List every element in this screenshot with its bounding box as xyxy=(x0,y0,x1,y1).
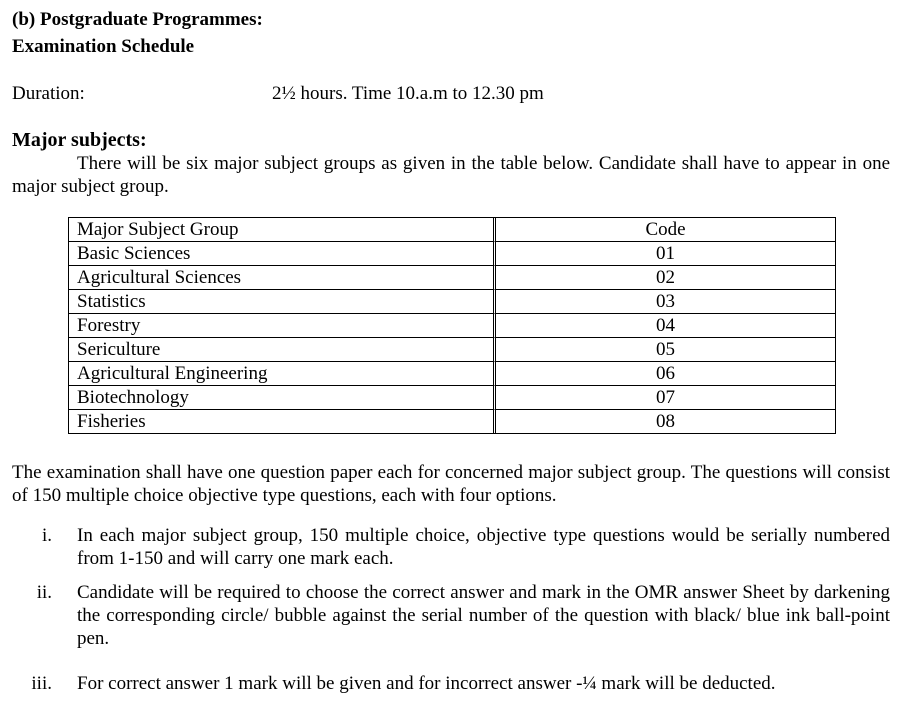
major-subjects-intro: There will be six major subject groups as given in the table below. Candidate shall have to appear in one major subject group. xyxy=(12,153,890,197)
subject-group-cell: Biotechnology xyxy=(69,385,496,409)
subject-group-cell: Agricultural Sciences xyxy=(69,265,496,289)
subject-group-cell: Basic Sciences xyxy=(69,241,496,265)
table-row xyxy=(69,241,835,265)
table-row xyxy=(69,289,835,313)
rule-text: In each major subject group, 150 multiple choice, objective type questions would be serially numbered from 1-150 and will carry one mark each. xyxy=(77,525,890,569)
duration-value: 2½ hours. Time 10.a.m to 12.30 pm xyxy=(272,83,544,104)
table-row xyxy=(69,385,835,409)
exam-paragraph: The examination shall have one question paper each for concerned major subject group. The questions will consist of 150 multiple choice objective type questions, each with four options. xyxy=(12,462,890,506)
subject-code-cell: 05 xyxy=(496,337,835,361)
section-title: (b) Postgraduate Programmes: xyxy=(12,9,263,30)
rule-text: Candidate will be required to choose the correct answer and mark in the OMR answer Sheet by darkening the corresponding circle/ bubble against the serial number of the question with black/ blue ink ball-point pen. xyxy=(77,582,890,649)
subject-code-cell: 03 xyxy=(496,289,835,313)
rule-number: iii. xyxy=(31,673,52,694)
rule-text: For correct answer 1 mark will be given and for incorrect answer -¼ mark will be deducted. xyxy=(77,673,776,694)
rule-number: ii. xyxy=(36,582,52,603)
subject-group-cell: Fisheries xyxy=(69,409,496,433)
subject-code-cell: 06 xyxy=(496,361,835,385)
subject-code-cell: 04 xyxy=(496,313,835,337)
major-subjects-heading: Major subjects: xyxy=(12,129,147,151)
subject-group-cell: Sericulture xyxy=(69,337,496,361)
header-group: Major Subject Group xyxy=(69,218,496,241)
table-row xyxy=(69,409,835,433)
subject-group-cell: Forestry xyxy=(69,313,496,337)
subject-code-cell: 08 xyxy=(496,409,835,433)
duration-label: Duration: xyxy=(12,83,85,104)
rule-number: i. xyxy=(41,525,52,546)
header-code: Code xyxy=(645,219,686,240)
table-row xyxy=(69,265,835,289)
table-row xyxy=(69,361,835,385)
subject-group-cell: Agricultural Engineering xyxy=(69,361,496,385)
schedule-subtitle: Examination Schedule xyxy=(12,36,195,57)
subject-group-cell: Statistics xyxy=(69,289,496,313)
subject-code-cell: 07 xyxy=(496,385,835,409)
table-header-row xyxy=(69,218,835,241)
table-row xyxy=(69,313,835,337)
table-row xyxy=(69,337,835,361)
subject-table xyxy=(68,217,836,434)
subject-code-cell: 02 xyxy=(496,265,835,289)
subject-code-cell: 01 xyxy=(496,241,835,265)
